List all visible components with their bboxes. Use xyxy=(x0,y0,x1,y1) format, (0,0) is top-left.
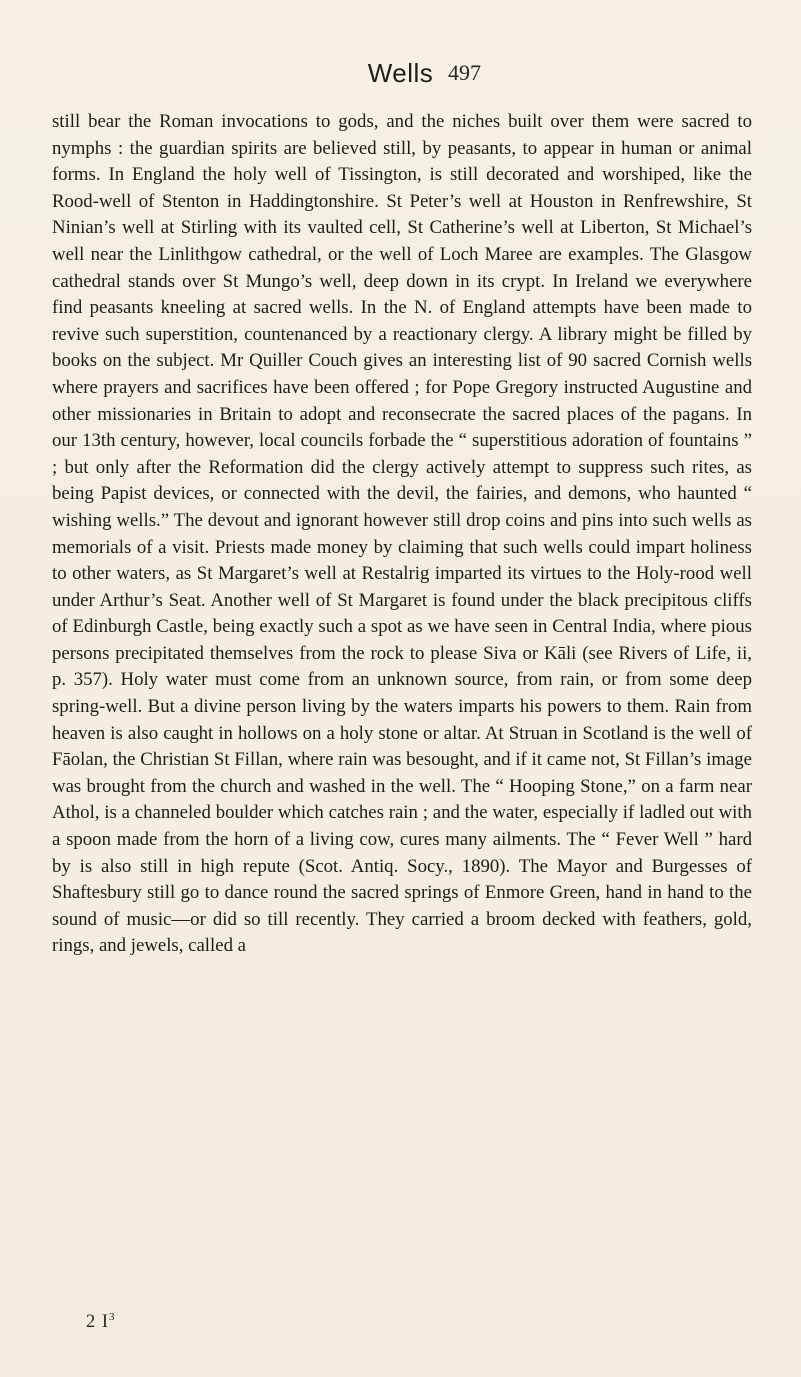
running-title: Wells xyxy=(367,58,434,88)
page-number: 497 xyxy=(448,60,481,85)
signature-mark xyxy=(86,1311,116,1333)
body-text xyxy=(52,109,752,960)
page-header xyxy=(0,58,801,98)
paragraph: still bear the Roman invocations to gods, and the niches built over them were sacred to nymphs : the guardian spirits are believed still, by peasants, to appear in human or animal forms. In England the holy well of Tissington, is still decorated and worshiped, like the Rood-well of Stenton in Haddingtonshire. St Peter’s well at Houston in Renfrewshire, St Ninian’s well at Stirling with its vaulted cell, St Catherine’s well at Liberton, St Michael’s well near the Linlithgow cathedral, or the well of Loch Maree are examples. The Glasgow cathedral stands over St Mungo’s well, deep down in its crypt. In Ireland we everywhere find peasants kneeling at sacred wells. In the N. of England attempts have been made to revive such superstition, countenanced by a reactionary clergy. A library might be filled by books on the subject. Mr Quiller Couch gives an interesting list of 90 sacred Cornish wells where prayers and sacrifices have been offered ; for Pope Gregory instructed Augustine and other missionaries in Britain to adopt and reconsecrate the sacred places of the pagans. In our 13th century, however, local councils forbade the “ superstitious adoration of fountains ” ; but only after the Reformation did the clergy actively attempt to suppress such rites, as being Papist devices, or connected with the devil, the fairies, and demons, who haunted “ wishing wells.” The devout and ignorant however still drop coins and pins into such wells as memorials of a visit. Priests made money by claiming that such wells could impart holiness to other waters, as St Margaret’s well at Restalrig imparted its virtues to the Holy-rood well under Arthur’s Seat. Another well of St Margaret is found under the black precipitous cliffs of Edinburgh Castle, being exactly such a spot as we have seen in Central India, where pious persons precipitated themselves from the rock to please Siva or Kāli (see Rivers of Life, ii, p. 357). Holy water must come from an unknown source, from rain, or from some deep spring-well. But a divine person living by the waters imparts his powers to them. Rain from heaven is also caught in hollows on a holy stone or altar. At Struan in Scotland is the well of Fāolan, the Christian St Fillan, where rain was besought, and if it came not, St Fillan’s image was brought from the church and washed in the well. The “ Hooping Stone,” on a farm near Athol, is a channeled boulder which catches rain ; and the water, especially if ladled out with a spoon made from the horn of a living cow, cures many ailments. The “ Fever Well ” hard by is also still in high repute (Scot. Antiq. Socy., 1890). The Mayor and Burgesses of Shaftesbury still go to dance round the sacred springs of Enmore Green, hand in hand to the sound of music—or did so till recently. They carried a broom decked with feathers, gold, rings, and jewels, called a xyxy=(52,111,752,957)
signature-superscript: 3 xyxy=(109,1311,116,1323)
signature-text: 2 I xyxy=(86,1312,110,1333)
